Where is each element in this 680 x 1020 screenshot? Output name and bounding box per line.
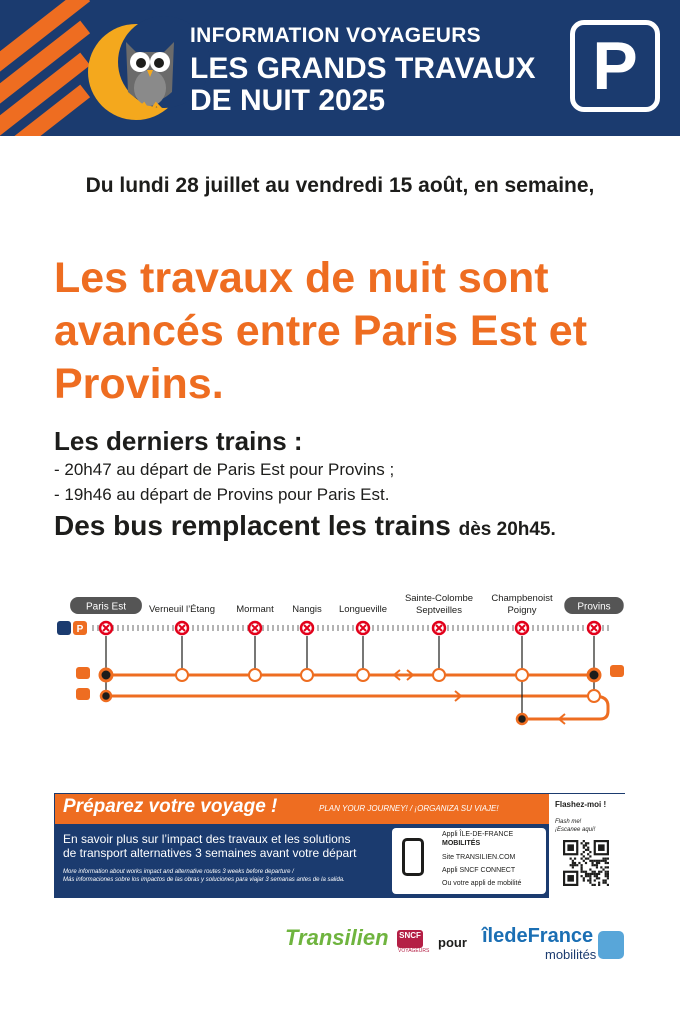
banner-subtitle: PLAN YOUR JOURNEY! / ¡ORGANIZA SU VIAJE!	[319, 804, 499, 813]
bus-stop	[101, 691, 111, 701]
qr-module	[589, 873, 591, 875]
qr-module	[607, 862, 609, 864]
headline: Les travaux de nuit sont avancés entre Paris Est et Provins.	[54, 254, 588, 408]
qr-module	[596, 877, 598, 879]
last-trains-title: Les derniers trains :	[54, 426, 303, 456]
flash-en: Flash me!	[555, 819, 582, 825]
qr-module	[596, 864, 598, 866]
qr-module	[591, 873, 593, 875]
banner-title: Préparez votre voyage !	[63, 796, 278, 817]
banner-translation	[63, 868, 393, 884]
qr-module	[607, 858, 609, 860]
qr-module	[587, 873, 589, 875]
flash-es: ¡Escanee aquí!	[555, 827, 596, 833]
qr-module	[585, 844, 587, 846]
qr-module	[581, 871, 583, 873]
qr-module	[605, 875, 607, 877]
app-item: Site TRANSILIEN.COM	[442, 854, 516, 861]
qr-module	[581, 842, 583, 844]
banner-translation-line: More information about works impact and alternative routes 3 weeks before departure /	[63, 869, 294, 875]
header-title-line2: DE NUIT 2025	[190, 84, 386, 117]
qr-module	[594, 884, 596, 886]
bus-stop	[517, 714, 527, 724]
bus-main-text: Des bus remplacent les trains	[54, 510, 451, 541]
app-item: MOBILITÉS	[442, 840, 481, 847]
qr-module	[589, 868, 591, 870]
bus-stop	[588, 690, 600, 702]
qr-module	[591, 864, 593, 866]
qr-module	[576, 864, 578, 866]
station-label: Provins	[577, 601, 611, 613]
qr-module	[583, 840, 585, 842]
app-item: Ou votre appli de mobilité	[442, 880, 522, 887]
station-label: Verneuil l’Étang	[148, 604, 216, 615]
bus-stop	[100, 669, 112, 681]
bus-stop	[357, 669, 369, 681]
bus-stop	[249, 669, 261, 681]
qr-module	[585, 875, 587, 877]
qr-module	[600, 860, 602, 862]
flash-subtitle	[555, 818, 595, 834]
qr-module	[607, 875, 609, 877]
bus-icon	[76, 688, 90, 700]
sncf-logo-sub: VOYAGEURS	[398, 948, 430, 954]
qr-module	[583, 844, 585, 846]
qr-module	[570, 864, 572, 866]
qr-module	[598, 871, 600, 873]
qr-module	[607, 871, 609, 873]
transilien-logo: Transilien	[285, 925, 389, 950]
qr-module	[605, 882, 607, 884]
qr-module	[587, 853, 589, 855]
qr-module	[594, 875, 596, 877]
qr-module	[585, 862, 587, 864]
qr-panel	[549, 794, 625, 898]
qr-module	[596, 860, 598, 862]
qr-module	[583, 879, 585, 881]
qr-module	[583, 855, 585, 857]
qr-module	[585, 871, 587, 873]
qr-module	[574, 862, 576, 864]
idf-mobilites-sub: mobilités	[545, 947, 597, 962]
qr-module	[591, 871, 593, 873]
qr-module	[589, 875, 591, 877]
qr-module	[578, 862, 580, 864]
qr-module	[602, 868, 604, 870]
qr-module	[581, 853, 583, 855]
direct-bus-route-line	[106, 696, 608, 719]
banner-translation-line: Más informaciones sobre los impactos de las obras y soluciones para viajar 3 semanas antes de la salida.	[63, 877, 345, 883]
station-label: Mormant	[236, 604, 274, 615]
qr-module	[589, 877, 591, 879]
qr-module	[594, 879, 596, 881]
qr-module	[581, 868, 583, 870]
qr-module	[587, 875, 589, 877]
qr-module	[589, 879, 591, 881]
qr-module	[570, 858, 572, 860]
qr-module	[583, 851, 585, 853]
qr-module	[583, 877, 585, 879]
station-label: Sainte-Colombe	[404, 593, 474, 604]
owl-icon	[118, 32, 182, 116]
app-item: Appli SNCF CONNECT	[442, 867, 516, 874]
station-label: Poigny	[507, 605, 537, 616]
pour-text: pour	[438, 935, 467, 950]
qr-module	[581, 875, 583, 877]
banner-main-line: de transport alternatives 3 semaines avant votre départ	[63, 846, 357, 860]
qr-module	[591, 862, 593, 864]
qr-module	[587, 849, 589, 851]
bus-stop	[176, 669, 188, 681]
qr-module	[600, 871, 602, 873]
qr-module	[598, 882, 600, 884]
bus-time-text: dès 20h45.	[458, 519, 556, 540]
banner-main-line: En savoir plus sur l’impact des travaux et les solutions	[63, 832, 351, 846]
qr-module	[598, 862, 600, 864]
qr-module	[594, 860, 596, 862]
qr-module	[591, 884, 593, 886]
qr-module	[581, 864, 583, 866]
qr-module	[607, 877, 609, 879]
qr-module	[607, 866, 609, 868]
qr-module	[605, 860, 607, 862]
station-label: Septveilles	[416, 605, 462, 616]
qr-module	[605, 879, 607, 881]
bus-stop	[588, 669, 600, 681]
header-info: INFORMATION VOYAGEURS	[190, 24, 481, 47]
qr-module	[602, 882, 604, 884]
banner-main-text	[63, 832, 383, 860]
qr-module	[594, 873, 596, 875]
smartphone-icon	[402, 838, 424, 876]
qr-module	[605, 858, 607, 860]
bus-replacement-line	[54, 510, 556, 542]
qr-module	[596, 875, 598, 877]
qr-module	[602, 879, 604, 881]
qr-module	[594, 871, 596, 873]
qr-module	[574, 858, 576, 860]
qr-module	[589, 855, 591, 857]
station-label: Longueville	[338, 604, 388, 615]
header-banner	[0, 0, 680, 136]
qr-module	[589, 882, 591, 884]
qr-module	[605, 873, 607, 875]
travel-banner	[54, 793, 625, 898]
qr-module	[596, 862, 598, 864]
qr-module	[587, 842, 589, 844]
last-train-item: - 19h46 au départ de Provins pour Paris Est.	[54, 485, 390, 504]
qr-module	[572, 860, 574, 862]
qr-module	[598, 884, 600, 886]
flash-title: Flashez-moi !	[555, 800, 607, 809]
qr-module	[594, 864, 596, 866]
qr-module	[583, 847, 585, 849]
qr-module	[602, 858, 604, 860]
banner-body	[55, 824, 549, 898]
bus-icon	[76, 667, 90, 679]
qr-module	[589, 860, 591, 862]
bus-icon	[610, 665, 624, 677]
qr-module	[591, 860, 593, 862]
sncf-logo: SNCF	[397, 930, 423, 948]
qr-module	[587, 879, 589, 881]
qr-module	[607, 873, 609, 875]
station-label: Champbenoist	[491, 593, 553, 604]
qr-module	[583, 860, 585, 862]
qr-module	[581, 858, 583, 860]
qr-module	[598, 877, 600, 879]
idf-mobilites-logo: îledeFrance	[482, 925, 594, 947]
qr-module	[600, 866, 602, 868]
qr-module	[585, 873, 587, 875]
qr-finder-core	[598, 844, 605, 851]
apps-box	[392, 828, 546, 894]
station-label: Nangis	[292, 604, 322, 615]
qr-finder-core	[567, 844, 574, 851]
qr-module	[585, 849, 587, 851]
bus-stop	[301, 669, 313, 681]
header-title-line1: LES GRANDS TRAVAUX	[190, 52, 536, 85]
qr-module	[596, 873, 598, 875]
qr-module	[587, 858, 589, 860]
qr-module	[605, 866, 607, 868]
bus-stop	[433, 669, 445, 681]
app-item: Appli ÎLE-DE-FRANCE	[442, 831, 514, 838]
qr-module	[589, 851, 591, 853]
line-diagram	[0, 585, 680, 735]
last-train-item: - 20h47 au départ de Paris Est pour Provins ;	[54, 460, 395, 479]
qr-module	[585, 858, 587, 860]
qr-module	[585, 842, 587, 844]
p-line-icon-label: P	[76, 624, 84, 635]
qr-finder-core	[567, 875, 574, 882]
p-line-logo: P	[570, 20, 660, 112]
qr-module	[598, 873, 600, 875]
date-line: Du lundi 28 juillet au vendredi 15 août, en semaine,	[85, 174, 595, 197]
idf-mobilites-icon	[598, 931, 624, 959]
qr-module	[602, 860, 604, 862]
qr-module	[587, 847, 589, 849]
qr-module	[598, 860, 600, 862]
qr-module	[572, 866, 574, 868]
qr-code[interactable]	[563, 840, 609, 886]
qr-module	[605, 871, 607, 873]
qr-module	[581, 866, 583, 868]
qr-module	[572, 864, 574, 866]
qr-module	[572, 862, 574, 864]
qr-module	[574, 864, 576, 866]
qr-module	[607, 884, 609, 886]
banner-header	[55, 794, 549, 824]
qr-module	[596, 866, 598, 868]
qr-module	[583, 871, 585, 873]
train-icon	[57, 621, 71, 635]
qr-module	[605, 862, 607, 864]
bus-stop	[516, 669, 528, 681]
station-label: Paris Est	[85, 601, 127, 613]
